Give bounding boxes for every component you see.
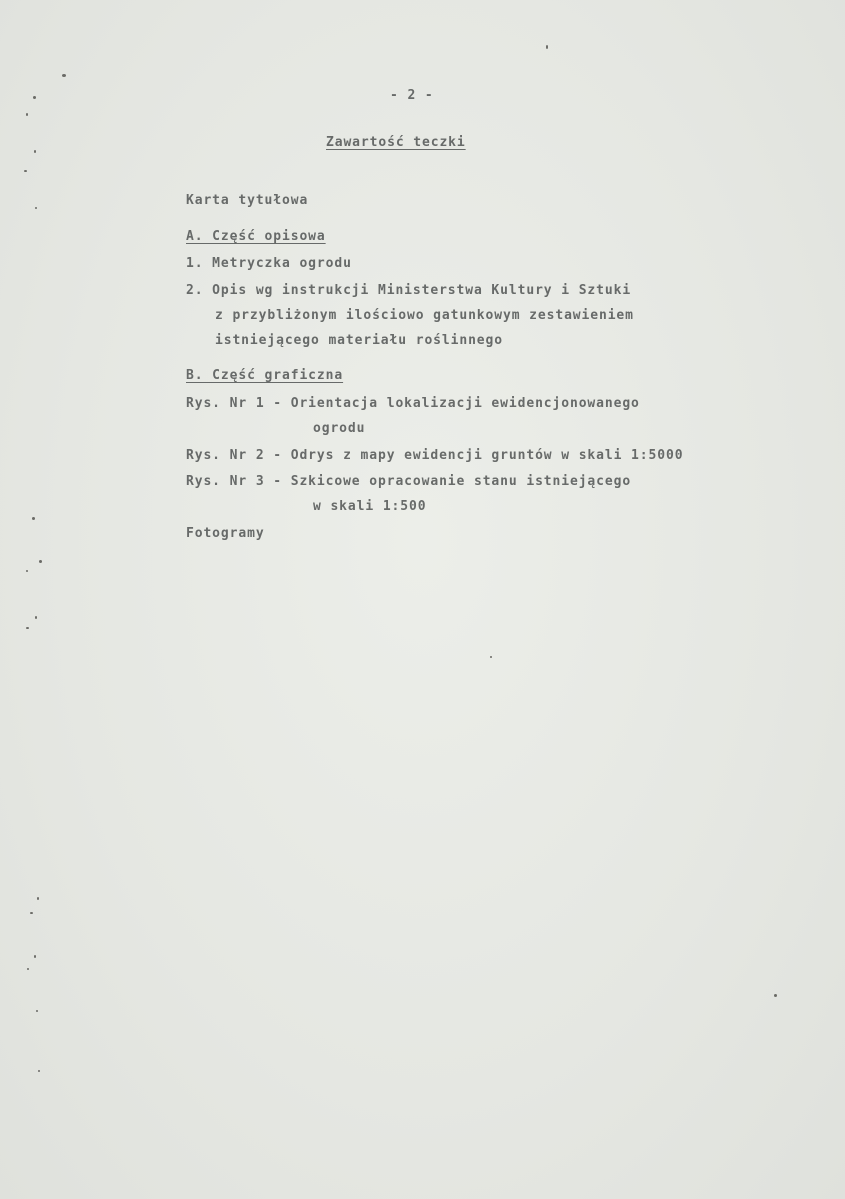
item-rys1-line2: ogrodu — [313, 421, 366, 436]
margin-speck — [26, 113, 28, 116]
margin-speck — [35, 616, 37, 619]
item-rys3-line2: w skali 1:500 — [313, 499, 427, 514]
margin-speck — [490, 656, 492, 658]
margin-speck — [35, 207, 37, 209]
item-karta: Karta tytułowa — [186, 193, 309, 208]
document-title: Zawartość teczki — [326, 135, 466, 150]
item-a1: 1. Metryczka ogrodu — [186, 256, 352, 271]
item-rys3-line1: Rys. Nr 3 - Szkicowe opracowanie stanu istniejącego — [186, 474, 632, 489]
margin-speck — [32, 517, 35, 520]
margin-speck — [546, 45, 548, 49]
margin-speck — [26, 570, 28, 572]
margin-speck — [37, 897, 39, 900]
margin-speck — [24, 170, 27, 172]
item-a2-line3: istniejącego materiału roślinnego — [215, 333, 503, 348]
item-a2-line1: 2. Opis wg instrukcji Ministerstwa Kultury i Sztuki — [186, 283, 632, 298]
section-a-heading: A. Część opisowa — [186, 229, 326, 244]
margin-speck — [34, 955, 36, 958]
item-a2-line2: z przybliżonym ilościowo gatunkowym zestawieniem — [215, 308, 634, 323]
page-number: - 2 - — [390, 88, 434, 103]
margin-speck — [38, 1070, 40, 1072]
margin-speck — [26, 627, 29, 629]
margin-speck — [774, 994, 777, 997]
margin-speck — [39, 560, 42, 563]
margin-speck — [62, 74, 66, 77]
margin-speck — [34, 150, 36, 153]
margin-speck — [36, 1010, 38, 1012]
margin-speck — [30, 912, 33, 914]
item-rys2: Rys. Nr 2 - Odrys z mapy ewidencji gruntów w skali 1:5000 — [186, 448, 684, 463]
item-fotogramy: Fotogramy — [186, 526, 265, 541]
margin-speck — [27, 968, 29, 970]
margin-speck — [33, 96, 36, 99]
item-rys1-line1: Rys. Nr 1 - Orientacja lokalizacji ewidencjonowanego — [186, 396, 640, 411]
section-b-heading: B. Część graficzna — [186, 368, 344, 383]
